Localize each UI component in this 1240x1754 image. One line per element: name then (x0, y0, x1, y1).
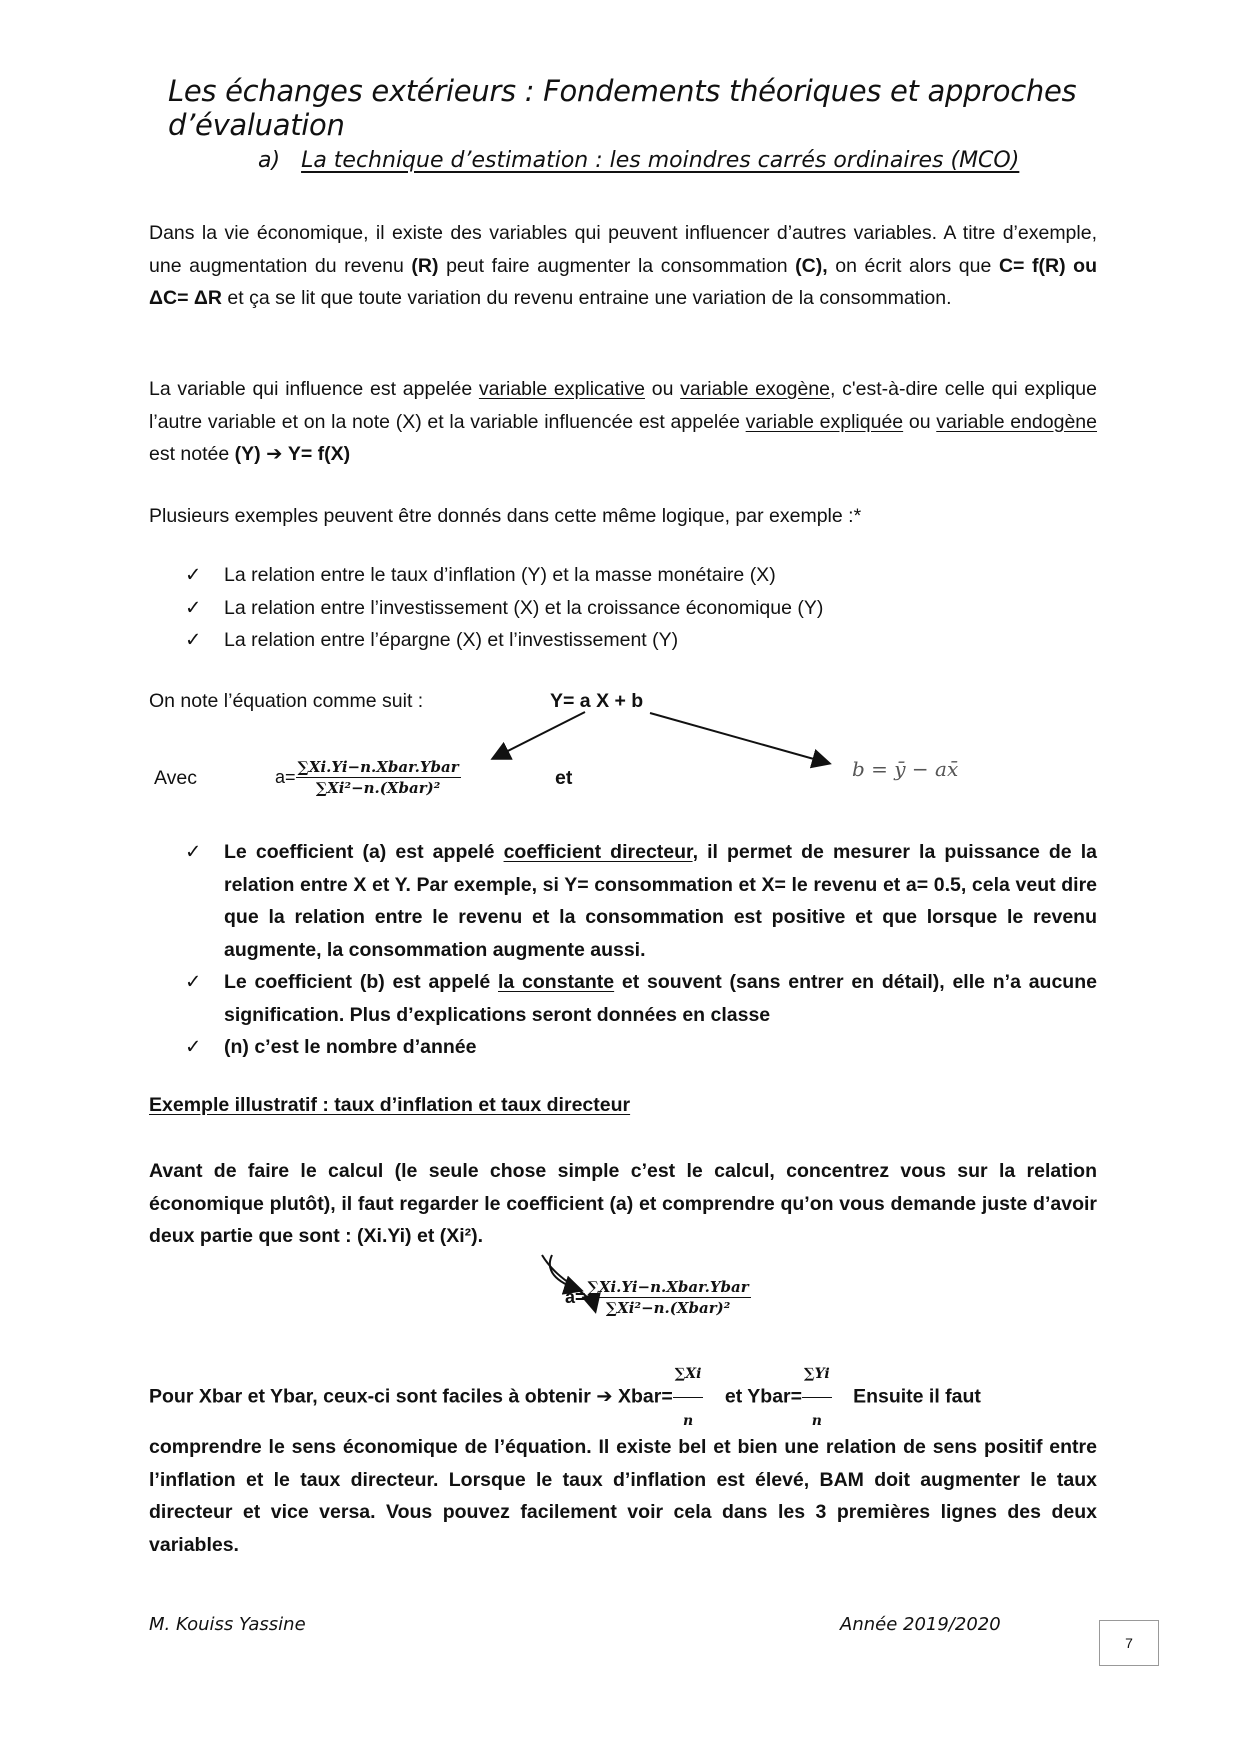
ybar-label: et Ybar= (724, 1385, 803, 1408)
coefficients-list (185, 836, 1097, 1064)
list-item-text: La relation entre l’épargne (X) et l’investissement (Y) (224, 629, 679, 651)
means-line (149, 1352, 981, 1443)
formula2-denominator: ∑Xi²−n.(Xbar)² (605, 1299, 731, 1317)
list-item-text: Le coefficient (b) est appelé (224, 971, 498, 993)
intro-bold: (R) (411, 254, 439, 277)
xbar-label: Xbar= (617, 1385, 673, 1408)
xbar-numerator: ∑Xi (673, 1352, 704, 1398)
intro-bold: (C), (795, 254, 828, 277)
examples-intro: Plusieurs exemples peuvent être donnés dans cette même logique, par exemple :* (149, 505, 862, 527)
intro-bold: C= f(R) (998, 254, 1066, 277)
avec-label: Avec (154, 767, 197, 789)
intro-text: Dans la vie économique, il existe des variables qui peuvent influencer d’autres variables. A titre d’exemple, une augmentation du revenu (149, 222, 1097, 277)
list-item (185, 966, 1097, 1031)
formula2-numerator: ∑Xi.Yi−n.Xbar.Ybar (587, 1278, 749, 1296)
check-icon: ✓ (185, 1036, 202, 1058)
arrow-icon: ➔ (596, 1385, 613, 1408)
formula-a-denominator: ∑Xi²−n.(Xbar)² (315, 779, 441, 797)
variables-bold: Y= f(X) (287, 443, 351, 465)
footer-year: Année 2019/2020 (840, 1614, 1001, 1635)
list-item-text: La relation entre l’investissement (X) et la croissance économique (Y) (224, 596, 824, 619)
means-text: Pour Xbar et Ybar, ceux-ci sont faciles à obtenir (149, 1385, 591, 1408)
intro-text: et ça se lit que toute variation du revenu entraine une variation de la consommation. (222, 287, 952, 309)
term-la-constante: la constante (498, 971, 615, 993)
arrow-to-b (650, 713, 828, 763)
ybar-numerator: ∑Yi (802, 1352, 832, 1398)
check-icon: ✓ (185, 841, 202, 863)
formula-a-repeat (565, 1278, 751, 1317)
xbar-denominator: n (683, 1413, 694, 1429)
term-variable-expliquee: variable expliquée (745, 410, 904, 433)
formula-b: b = ȳ − ax̄ (852, 757, 959, 781)
variables-text: est notée (149, 443, 235, 465)
term-variable-endogene: variable endogène (936, 410, 1098, 433)
xbar-fraction (673, 1352, 704, 1443)
calc-paragraph: Avant de faire le calcul (le seule chose simple c’est le calcul, concentrez vous sur la relation économique plutôt), il faut regarder le coefficient (a) et comprendre qu’on vous demande juste d’avoir deux partie que sont : (Xi.Yi) et (Xi²). (149, 1160, 1097, 1247)
term-variable-exogene: variable exogène (680, 378, 831, 400)
formula-a-label: a= (275, 767, 296, 787)
arrow-icon: ➔ (266, 443, 283, 465)
variables-text: La variable qui influence est appelée (149, 378, 479, 400)
list-item (185, 836, 1097, 966)
list-item (185, 1031, 1097, 1064)
variables-text: ou (903, 410, 937, 433)
page-number: 7 (1099, 1620, 1159, 1666)
example-heading: Exemple illustratif : taux d’inflation et taux directeur (149, 1094, 631, 1116)
intro-bold: ou ΔC= ΔR (149, 254, 1097, 309)
section-marker: a) (258, 148, 281, 173)
intro-text: on écrit alors que (827, 254, 999, 277)
check-icon: ✓ (185, 971, 202, 993)
formula-a-numerator: ∑Xi.Yi−n.Xbar.Ybar (297, 758, 459, 776)
check-icon: ✓ (185, 564, 202, 586)
check-icon: ✓ (185, 596, 202, 619)
variables-text: ou (644, 378, 681, 400)
intro-text: peut faire augmenter la consommation (438, 254, 796, 277)
ybar-denominator: n (811, 1413, 822, 1429)
list-item-text: , il permet de mesurer la puissance de la relation entre X et Y. Par exemple, si Y= consommation et X= le revenu et a= 0.5, cela veut dire que la relation entre le revenu et la consommation est positive et que lorsque le revenu augmente, la consommation augmente aussi. (224, 841, 1098, 961)
list-item-text: (n) c’est le nombre d’année (224, 1036, 477, 1058)
formula-a (275, 758, 461, 797)
closing-paragraph: comprendre le sens économique de l’équation. Il existe bel et bien une relation de sens positif entre l’inflation et le taux directeur. Lorsque le taux d’inflation est élevé, BAM doit augmenter le taux directeur et vice versa. Vous pouvez facilement voir cela dans les 3 premières lignes des deux variables. (149, 1436, 1097, 1556)
footer-author: M. Kouiss Yassine (149, 1614, 306, 1635)
arrow-to-a (494, 712, 585, 758)
list-item-text: et souvent (sans entrer en détail), elle n’a aucune signification. Plus d’explications seront données en classe (224, 971, 1097, 1026)
check-icon: ✓ (185, 629, 202, 651)
document-title: Les échanges extérieurs : Fondements théoriques et approches d’évaluation (168, 74, 1077, 142)
means-text: Ensuite il faut (853, 1385, 981, 1408)
list-item-text: Le coefficient (a) est appelé (224, 841, 504, 863)
variables-text: , c'est-à-dire celle qui explique l’autre variable et on la note (X) et la variable influencée est appelée (149, 378, 1097, 433)
ybar-fraction (802, 1352, 832, 1443)
et-label: et (555, 767, 573, 789)
term-coefficient-directeur: coefficient directeur (503, 841, 693, 863)
section-title-text: La technique d’estimation : les moindres carrés ordinaires (MCO) (301, 148, 1020, 173)
equation-lead: On note l’équation comme suit : (149, 690, 424, 712)
formula-a-fraction (296, 758, 461, 797)
list-item-text: La relation entre le taux d’inflation (Y) et la masse monétaire (X) (224, 564, 776, 586)
equation-formula: Y= a X + b (550, 690, 644, 712)
variables-bold: (Y) (234, 443, 261, 465)
formula2-label: a= (565, 1287, 586, 1307)
formula2-fraction (586, 1278, 751, 1317)
term-variable-explicative: variable explicative (478, 378, 645, 400)
